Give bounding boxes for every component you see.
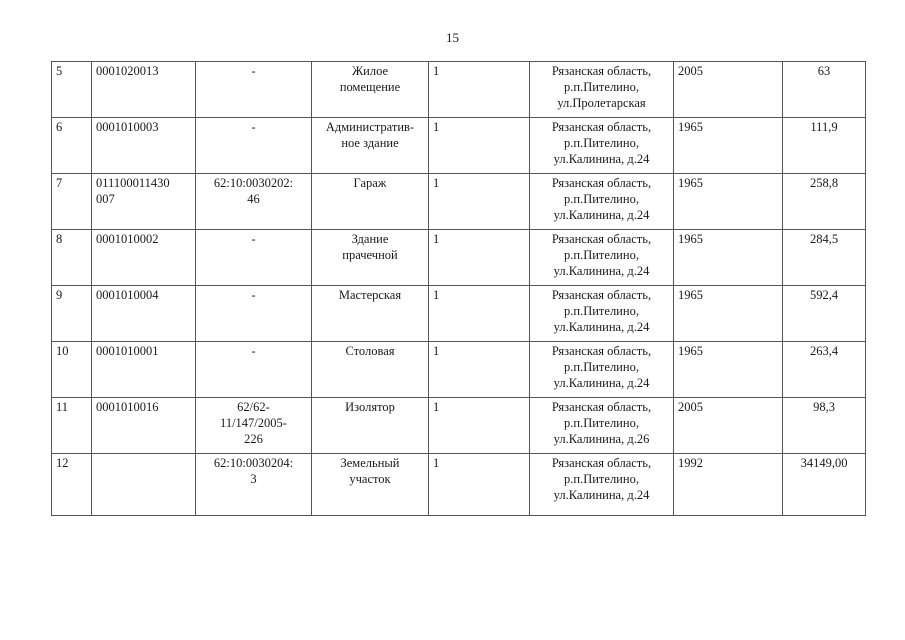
quantity: 1	[433, 344, 440, 358]
address-line: р.п.Пителино,	[564, 192, 639, 206]
area: 63	[817, 64, 831, 78]
cadastral-number-line: 62:10:0030202:	[213, 176, 294, 190]
cadastral-number-cell	[196, 454, 312, 516]
cadastral-number-cell	[196, 286, 312, 342]
row-number: 10	[56, 344, 69, 358]
cadastral-number-line: -	[251, 232, 256, 246]
year: 1965	[678, 176, 703, 190]
quantity-cell	[429, 62, 530, 118]
object-name-line: ное здание	[341, 136, 399, 150]
cadastral-number-line: 62:10:0030204:	[213, 456, 294, 470]
object-name-cell	[312, 62, 429, 118]
area-cell	[783, 62, 866, 118]
object-name-cell	[312, 118, 429, 174]
inventory-number-cell	[92, 118, 196, 174]
address-cell	[530, 398, 674, 454]
inventory-number-line: 0001010003	[96, 120, 159, 134]
table-row	[52, 286, 866, 342]
cadastral-number-cell	[196, 174, 312, 230]
address-line: р.п.Пителино,	[564, 472, 639, 486]
year: 1992	[678, 456, 703, 470]
quantity-cell	[429, 342, 530, 398]
area-cell	[783, 286, 866, 342]
table-row	[52, 174, 866, 230]
property-table	[51, 61, 866, 516]
inventory-number-line: 0001010004	[96, 288, 159, 302]
address-cell	[530, 174, 674, 230]
address-cell	[530, 286, 674, 342]
area: 34149,00	[800, 456, 848, 470]
address-cell	[530, 62, 674, 118]
object-name-line: Изолятор	[345, 400, 395, 414]
address-line: р.п.Пителино,	[564, 304, 639, 318]
address-line: ул.Калинина, д.24	[553, 264, 650, 278]
address-line: р.п.Пителино,	[564, 360, 639, 374]
row-number: 5	[56, 64, 63, 78]
quantity: 1	[433, 232, 440, 246]
table-row	[52, 230, 866, 286]
area: 592,4	[809, 288, 839, 302]
table-row	[52, 398, 866, 454]
address-line: Рязанская область,	[551, 120, 652, 134]
area-cell	[783, 230, 866, 286]
address-line: ул.Калинина, д.26	[553, 432, 650, 446]
area: 98,3	[813, 400, 835, 414]
year-cell	[674, 342, 783, 398]
quantity-cell	[429, 398, 530, 454]
area-cell	[783, 174, 866, 230]
address-line: Рязанская область,	[551, 64, 652, 78]
year-cell	[674, 118, 783, 174]
cadastral-number-cell	[196, 342, 312, 398]
cadastral-number-line: 11/147/2005-	[220, 416, 287, 430]
table-row	[52, 454, 866, 516]
year: 2005	[678, 64, 703, 78]
area-cell	[783, 342, 866, 398]
address-line: ул.Калинина, д.24	[553, 152, 650, 166]
area: 263,4	[809, 344, 839, 358]
year-cell	[674, 174, 783, 230]
object-name-cell	[312, 174, 429, 230]
cadastral-number-cell	[196, 62, 312, 118]
address-line: ул.Калинина, д.24	[553, 376, 650, 390]
address-cell	[530, 118, 674, 174]
quantity: 1	[433, 400, 440, 414]
address-line: ул.Калинина, д.24	[553, 208, 650, 222]
row-number-cell	[52, 286, 92, 342]
cadastral-number-cell	[196, 118, 312, 174]
cadastral-number-line: -	[251, 120, 256, 134]
cadastral-number-cell	[196, 398, 312, 454]
address-cell	[530, 342, 674, 398]
quantity-cell	[429, 286, 530, 342]
row-number: 6	[56, 120, 63, 134]
year-cell	[674, 454, 783, 516]
address-line: ул.Пролетарская	[557, 96, 646, 110]
row-number-cell	[52, 398, 92, 454]
inventory-number-cell	[92, 174, 196, 230]
inventory-number-line: 011100011430	[96, 176, 170, 190]
address-line: р.п.Пителино,	[564, 248, 639, 262]
address-line: ул.Калинина, д.24	[553, 488, 650, 502]
row-number-cell	[52, 454, 92, 516]
object-name-line: Здание	[351, 232, 389, 246]
address-line: Рязанская область,	[551, 232, 652, 246]
area-cell	[783, 118, 866, 174]
year-cell	[674, 230, 783, 286]
inventory-number-cell	[92, 454, 196, 516]
address-line: р.п.Пителино,	[564, 136, 639, 150]
inventory-number-cell	[92, 286, 196, 342]
object-name-cell	[312, 342, 429, 398]
address-line: Рязанская область,	[551, 456, 652, 470]
row-number: 9	[56, 288, 63, 302]
row-number-cell	[52, 62, 92, 118]
address-line: Рязанская область,	[551, 344, 652, 358]
quantity-cell	[429, 230, 530, 286]
address-cell	[530, 454, 674, 516]
cadastral-number-cell	[196, 230, 312, 286]
address-line: ул.Калинина, д.24	[553, 320, 650, 334]
inventory-number-line: 0001020013	[96, 64, 159, 78]
row-number: 8	[56, 232, 63, 246]
inventory-number-line: 0001010016	[96, 400, 159, 414]
area: 258,8	[809, 176, 839, 190]
object-name-line: участок	[349, 472, 391, 486]
table-body	[52, 62, 866, 516]
object-name-line: Столовая	[345, 344, 395, 358]
object-name-line: Административ-	[325, 120, 415, 134]
quantity: 1	[433, 288, 440, 302]
year: 1965	[678, 120, 703, 134]
object-name-line: Земельный	[340, 456, 400, 470]
inventory-number-line: 0001010002	[96, 232, 159, 246]
cadastral-number-line: 3	[250, 472, 257, 486]
year: 1965	[678, 288, 703, 302]
address-line: Рязанская область,	[551, 400, 652, 414]
page-number: 15	[446, 30, 459, 45]
quantity: 1	[433, 64, 440, 78]
address-line: Рязанская область,	[551, 176, 652, 190]
address-line: р.п.Пителино,	[564, 416, 639, 430]
quantity: 1	[433, 120, 440, 134]
area: 111,9	[810, 120, 838, 134]
inventory-number-cell	[92, 398, 196, 454]
year-cell	[674, 286, 783, 342]
year: 1965	[678, 232, 703, 246]
quantity: 1	[433, 176, 440, 190]
cadastral-number-line: -	[251, 344, 256, 358]
inventory-number-cell	[92, 342, 196, 398]
quantity-cell	[429, 174, 530, 230]
cadastral-number-line: 62/62-	[237, 400, 270, 414]
inventory-number-cell	[92, 62, 196, 118]
year: 1965	[678, 344, 703, 358]
quantity-cell	[429, 118, 530, 174]
area-cell	[783, 398, 866, 454]
inventory-number-line: 007	[96, 192, 115, 206]
table-row	[52, 62, 866, 118]
year-cell	[674, 398, 783, 454]
object-name-line: Жилое	[351, 64, 389, 78]
row-number: 11	[56, 400, 69, 414]
object-name-cell	[312, 230, 429, 286]
row-number-cell	[52, 342, 92, 398]
table-row	[52, 342, 866, 398]
address-line: р.п.Пителино,	[564, 80, 639, 94]
row-number-cell	[52, 118, 92, 174]
object-name-line: Гараж	[353, 176, 387, 190]
row-number: 12	[56, 456, 69, 470]
table-row	[52, 118, 866, 174]
inventory-number-line: 0001010001	[96, 344, 159, 358]
object-name-cell	[312, 454, 429, 516]
object-name-line: Мастерская	[338, 288, 402, 302]
row-number-cell	[52, 230, 92, 286]
object-name-cell	[312, 286, 429, 342]
object-name-line: прачечной	[342, 248, 398, 262]
cadastral-number-line: 46	[247, 192, 260, 206]
year: 2005	[678, 400, 703, 414]
address-cell	[530, 230, 674, 286]
row-number-cell	[52, 174, 92, 230]
row-number: 7	[56, 176, 63, 190]
inventory-number-cell	[92, 230, 196, 286]
cadastral-number-line: -	[251, 288, 256, 302]
area: 284,5	[809, 232, 839, 246]
cadastral-number-line: 226	[244, 432, 263, 446]
address-line: Рязанская область,	[551, 288, 652, 302]
year-cell	[674, 62, 783, 118]
quantity-cell	[429, 454, 530, 516]
object-name-line: помещение	[339, 80, 401, 94]
object-name-cell	[312, 398, 429, 454]
cadastral-number-line: -	[251, 64, 256, 78]
area-cell	[783, 454, 866, 516]
quantity: 1	[433, 456, 440, 470]
